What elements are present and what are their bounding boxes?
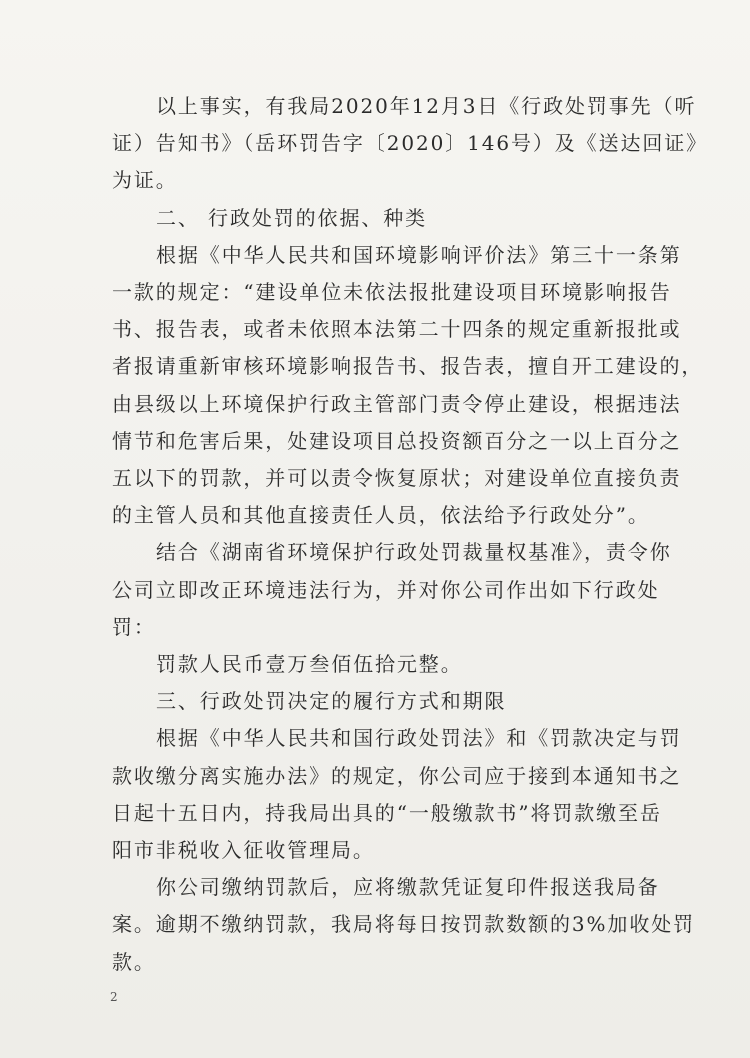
text-line: 罚： [112,614,156,639]
text-line: 款收缴分离实施办法》的规定，你公司应于接到本通知书之 [112,763,682,788]
text-line: 情节和危害后果，处建设项目总投资额百分之一以上百分之 [112,428,682,453]
page-number: 2 [110,990,118,1004]
text-line: 为证。 [112,168,178,193]
text-line: 根据《中华人民共和国行政处罚法》和《罚款决定与罚 [156,726,682,751]
text-line: 书、报告表，或者未依照本法第二十四条的规定重新报批或 [112,317,682,342]
text-line: 证）告知书》（岳环罚告字〔2020〕146号）及《送达回证》 [112,131,709,156]
text-line: 你公司缴纳罚款后，应将缴款凭证复印件报送我局备 [156,875,660,900]
section-heading-3: 三、行政处罚决定的履行方式和期限 [156,689,507,714]
text-line: 五以下的罚款，并可以责令恢复原状；对建设单位直接负责 [112,466,682,491]
text-line: 者报请重新审核环境影响报告书、报告表，擅自开工建设的， [112,354,704,379]
document-body [112,88,709,981]
text-line: 根据《中华人民共和国环境影响评价法》第三十一条第 [156,242,682,267]
text-line: 款。 [112,949,156,974]
text-line: 阳市非税收入征收管理局。 [112,838,375,863]
text-line: 结合《湖南省环境保护行政处罚裁量权基准》，责令你 [156,540,672,565]
text-line: 以上事实，有我局2020年12月3日《行政处罚事先（听 [156,94,697,118]
penalty-amount: 罚款人民币壹万叁佰伍拾元整。 [156,652,463,677]
text-line: 案。逾期不缴纳罚款，我局将每日按罚款数额的3%加收处罚 [112,912,696,937]
section-heading-2: 二、 行政处罚的依据、种类 [156,205,428,230]
text-line: 公司立即改正环境违法行为，并对你公司作出如下行政处 [112,577,660,602]
text-line: 日起十五日内，持我局出具的“一般缴款书”将罚款缴至岳 [112,800,662,825]
text-line: 一款的规定：“建设单位未依法报批建设项目环境影响报告 [112,280,672,305]
text-line: 的主管人员和其他直接责任人员，依法给予行政处分”。 [112,503,650,528]
text-line: 由县级以上环境保护行政主管部门责令停止建设，根据违法 [112,391,682,416]
